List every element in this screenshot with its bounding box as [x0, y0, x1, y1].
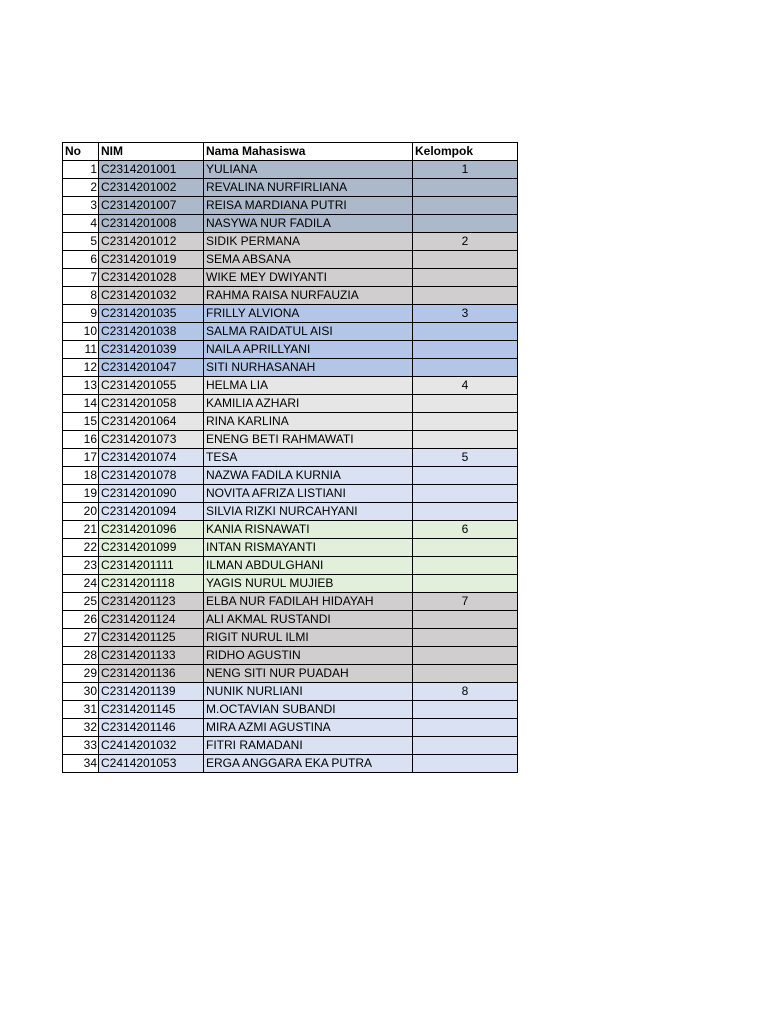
cell-nama[interactable]: INTAN RISMAYANTI [204, 539, 413, 557]
cell-nim[interactable]: C2314201039 [99, 341, 204, 359]
cell-no[interactable]: 27 [63, 629, 99, 647]
table-row [63, 683, 518, 701]
table-row [63, 377, 518, 395]
table-row [63, 557, 518, 575]
cell-nama[interactable]: REVALINA NURFIRLIANA [204, 179, 413, 197]
cell-nama[interactable]: SITI NURHASANAH [204, 359, 413, 377]
cell-nim[interactable]: C2414201032 [99, 737, 204, 755]
cell-no[interactable]: 23 [63, 557, 99, 575]
cell-kelompok[interactable]: 8 [413, 683, 518, 701]
table-row [63, 449, 518, 467]
cell-kelompok[interactable] [413, 323, 518, 341]
cell-nama[interactable]: ELBA NUR FADILAH HIDAYAH [204, 593, 413, 611]
cell-nama[interactable]: SALMA RAIDATUL AISI [204, 323, 413, 341]
cell-no[interactable]: 3 [63, 197, 99, 215]
cell-no[interactable]: 9 [63, 305, 99, 323]
cell-nama[interactable]: REISA MARDIANA PUTRI [204, 197, 413, 215]
cell-kelompok[interactable] [413, 647, 518, 665]
cell-no[interactable]: 32 [63, 719, 99, 737]
header-nim[interactable]: NIM [99, 143, 204, 161]
cell-nim[interactable]: C2314201094 [99, 503, 204, 521]
header-kelompok[interactable]: Kelompok [413, 143, 518, 161]
cell-nama[interactable]: FITRI RAMADANI [204, 737, 413, 755]
cell-nama[interactable]: SIDIK PERMANA [204, 233, 413, 251]
cell-no[interactable]: 11 [63, 341, 99, 359]
cell-nama[interactable]: NENG SITI NUR PUADAH [204, 665, 413, 683]
cell-nim[interactable]: C2314201123 [99, 593, 204, 611]
cell-nama[interactable]: WIKE MEY DWIYANTI [204, 269, 413, 287]
cell-no[interactable]: 14 [63, 395, 99, 413]
cell-no[interactable]: 7 [63, 269, 99, 287]
cell-nama[interactable]: RAHMA RAISA NURFAUZIA [204, 287, 413, 305]
cell-no[interactable]: 16 [63, 431, 99, 449]
cell-nim[interactable]: C2314201028 [99, 269, 204, 287]
cell-no[interactable]: 33 [63, 737, 99, 755]
cell-no[interactable]: 25 [63, 593, 99, 611]
table-row [63, 179, 518, 197]
cell-no[interactable]: 20 [63, 503, 99, 521]
table-row [63, 431, 518, 449]
cell-kelompok[interactable] [413, 701, 518, 719]
table-row [63, 323, 518, 341]
cell-kelompok[interactable]: 5 [413, 449, 518, 467]
cell-nim[interactable]: C2314201047 [99, 359, 204, 377]
table-row [63, 161, 518, 179]
cell-nim[interactable]: C2314201064 [99, 413, 204, 431]
cell-kelompok[interactable] [413, 467, 518, 485]
cell-no[interactable]: 30 [63, 683, 99, 701]
cell-kelompok[interactable] [413, 395, 518, 413]
cell-no[interactable]: 28 [63, 647, 99, 665]
cell-kelompok[interactable] [413, 215, 518, 233]
cell-nama[interactable]: ALI AKMAL RUSTANDI [204, 611, 413, 629]
table-row [63, 701, 518, 719]
student-group-table [62, 142, 518, 773]
cell-no[interactable]: 19 [63, 485, 99, 503]
cell-nama[interactable]: RIGIT NURUL ILMI [204, 629, 413, 647]
cell-no[interactable]: 4 [63, 215, 99, 233]
cell-nim[interactable]: C2314201146 [99, 719, 204, 737]
cell-nim[interactable]: C2314201145 [99, 701, 204, 719]
cell-nama[interactable]: TESA [204, 449, 413, 467]
cell-kelompok[interactable]: 7 [413, 593, 518, 611]
cell-kelompok[interactable] [413, 287, 518, 305]
table-row [63, 251, 518, 269]
cell-no[interactable]: 2 [63, 179, 99, 197]
cell-no[interactable]: 10 [63, 323, 99, 341]
header-row [63, 143, 518, 161]
cell-kelompok[interactable] [413, 557, 518, 575]
cell-nama[interactable]: ERGA ANGGARA EKA PUTRA [204, 755, 413, 773]
table-row [63, 395, 518, 413]
cell-kelompok[interactable] [413, 359, 518, 377]
cell-nama[interactable]: KAMILIA AZHARI [204, 395, 413, 413]
cell-nama[interactable]: FRILLY ALVIONA [204, 305, 413, 323]
cell-no[interactable]: 21 [63, 521, 99, 539]
cell-nama[interactable]: NAILA APRILLYANI [204, 341, 413, 359]
cell-kelompok[interactable] [413, 413, 518, 431]
cell-nim[interactable]: C2414201053 [99, 755, 204, 773]
cell-no[interactable]: 31 [63, 701, 99, 719]
cell-nama[interactable]: RIDHO AGUSTIN [204, 647, 413, 665]
table-row [63, 503, 518, 521]
cell-nama[interactable]: MIRA AZMI AGUSTINA [204, 719, 413, 737]
cell-nama[interactable]: ILMAN ABDULGHANI [204, 557, 413, 575]
cell-nim[interactable]: C2314201125 [99, 629, 204, 647]
cell-nim[interactable]: C2314201118 [99, 575, 204, 593]
cell-kelompok[interactable] [413, 611, 518, 629]
table-row [63, 287, 518, 305]
cell-no[interactable]: 17 [63, 449, 99, 467]
cell-nim[interactable]: C2314201007 [99, 197, 204, 215]
table-row [63, 575, 518, 593]
cell-no[interactable]: 5 [63, 233, 99, 251]
cell-nim[interactable]: C2314201002 [99, 179, 204, 197]
cell-nim[interactable]: C2314201090 [99, 485, 204, 503]
cell-kelompok[interactable] [413, 665, 518, 683]
cell-nim[interactable]: C2314201136 [99, 665, 204, 683]
cell-nim[interactable]: C2314201099 [99, 539, 204, 557]
cell-no[interactable]: 1 [63, 161, 99, 179]
cell-no[interactable]: 13 [63, 377, 99, 395]
cell-kelompok[interactable] [413, 485, 518, 503]
cell-no[interactable]: 29 [63, 665, 99, 683]
table-row [63, 611, 518, 629]
cell-no[interactable]: 6 [63, 251, 99, 269]
cell-nim[interactable]: C2314201073 [99, 431, 204, 449]
cell-kelompok[interactable] [413, 575, 518, 593]
cell-no[interactable]: 15 [63, 413, 99, 431]
cell-nama[interactable]: NAZWA FADILA KURNIA [204, 467, 413, 485]
cell-nim[interactable]: C2314201012 [99, 233, 204, 251]
table-row [63, 755, 518, 773]
cell-nim[interactable]: C2314201032 [99, 287, 204, 305]
cell-kelompok[interactable] [413, 197, 518, 215]
cell-kelompok[interactable]: 3 [413, 305, 518, 323]
cell-kelompok[interactable] [413, 629, 518, 647]
cell-no[interactable]: 26 [63, 611, 99, 629]
cell-nama[interactable]: NASYWA NUR FADILA [204, 215, 413, 233]
cell-nim[interactable]: C2314201055 [99, 377, 204, 395]
table-row [63, 737, 518, 755]
cell-kelompok[interactable] [413, 719, 518, 737]
table-row [63, 269, 518, 287]
cell-nim[interactable]: C2314201139 [99, 683, 204, 701]
table-row [63, 719, 518, 737]
cell-no[interactable]: 12 [63, 359, 99, 377]
cell-kelompok[interactable] [413, 431, 518, 449]
cell-nama[interactable]: YAGIS NURUL MUJIEB [204, 575, 413, 593]
cell-kelompok[interactable] [413, 179, 518, 197]
cell-nama[interactable]: NUNIK NURLIANI [204, 683, 413, 701]
cell-nim[interactable]: C2314201035 [99, 305, 204, 323]
table-row [63, 467, 518, 485]
cell-nim[interactable]: C2314201133 [99, 647, 204, 665]
table-row [63, 665, 518, 683]
cell-nama[interactable]: M.OCTAVIAN SUBANDI [204, 701, 413, 719]
cell-kelompok[interactable] [413, 539, 518, 557]
cell-nama[interactable]: NOVITA AFRIZA LISTIANI [204, 485, 413, 503]
cell-kelompok[interactable] [413, 737, 518, 755]
cell-nim[interactable]: C2314201096 [99, 521, 204, 539]
table-row [63, 341, 518, 359]
cell-nim[interactable]: C2314201019 [99, 251, 204, 269]
cell-no[interactable]: 22 [63, 539, 99, 557]
table-row [63, 629, 518, 647]
cell-nama[interactable]: SILVIA RIZKI NURCAHYANI [204, 503, 413, 521]
cell-nama[interactable]: SEMA ABSANA [204, 251, 413, 269]
cell-nim[interactable]: C2314201058 [99, 395, 204, 413]
header-no[interactable]: No [63, 143, 99, 161]
cell-kelompok[interactable] [413, 503, 518, 521]
cell-no[interactable]: 34 [63, 755, 99, 773]
cell-nim[interactable]: C2314201111 [99, 557, 204, 575]
header-nama[interactable]: Nama Mahasiswa [204, 143, 413, 161]
table-row [63, 197, 518, 215]
cell-nama[interactable]: RINA KARLINA [204, 413, 413, 431]
cell-kelompok[interactable]: 1 [413, 161, 518, 179]
cell-nim[interactable]: C2314201074 [99, 449, 204, 467]
cell-nama[interactable]: KANIA RISNAWATI [204, 521, 413, 539]
table-row [63, 521, 518, 539]
cell-nim[interactable]: C2314201124 [99, 611, 204, 629]
cell-kelompok[interactable]: 2 [413, 233, 518, 251]
cell-kelompok[interactable] [413, 341, 518, 359]
cell-kelompok[interactable] [413, 269, 518, 287]
table-row [63, 233, 518, 251]
cell-kelompok[interactable]: 4 [413, 377, 518, 395]
table-row [63, 305, 518, 323]
cell-kelompok[interactable] [413, 251, 518, 269]
cell-nama[interactable]: ENENG BETI RAHMAWATI [204, 431, 413, 449]
table-row [63, 593, 518, 611]
table-row [63, 539, 518, 557]
cell-no[interactable]: 18 [63, 467, 99, 485]
cell-nim[interactable]: C2314201078 [99, 467, 204, 485]
cell-nim[interactable]: C2314201008 [99, 215, 204, 233]
cell-nama[interactable]: YULIANA [204, 161, 413, 179]
cell-nama[interactable]: HELMA LIA [204, 377, 413, 395]
cell-no[interactable]: 24 [63, 575, 99, 593]
cell-kelompok[interactable]: 6 [413, 521, 518, 539]
cell-kelompok[interactable] [413, 755, 518, 773]
table-row [63, 485, 518, 503]
table-row [63, 359, 518, 377]
cell-nim[interactable]: C2314201001 [99, 161, 204, 179]
cell-no[interactable]: 8 [63, 287, 99, 305]
table-row [63, 413, 518, 431]
cell-nim[interactable]: C2314201038 [99, 323, 204, 341]
table-row [63, 215, 518, 233]
table-row [63, 647, 518, 665]
